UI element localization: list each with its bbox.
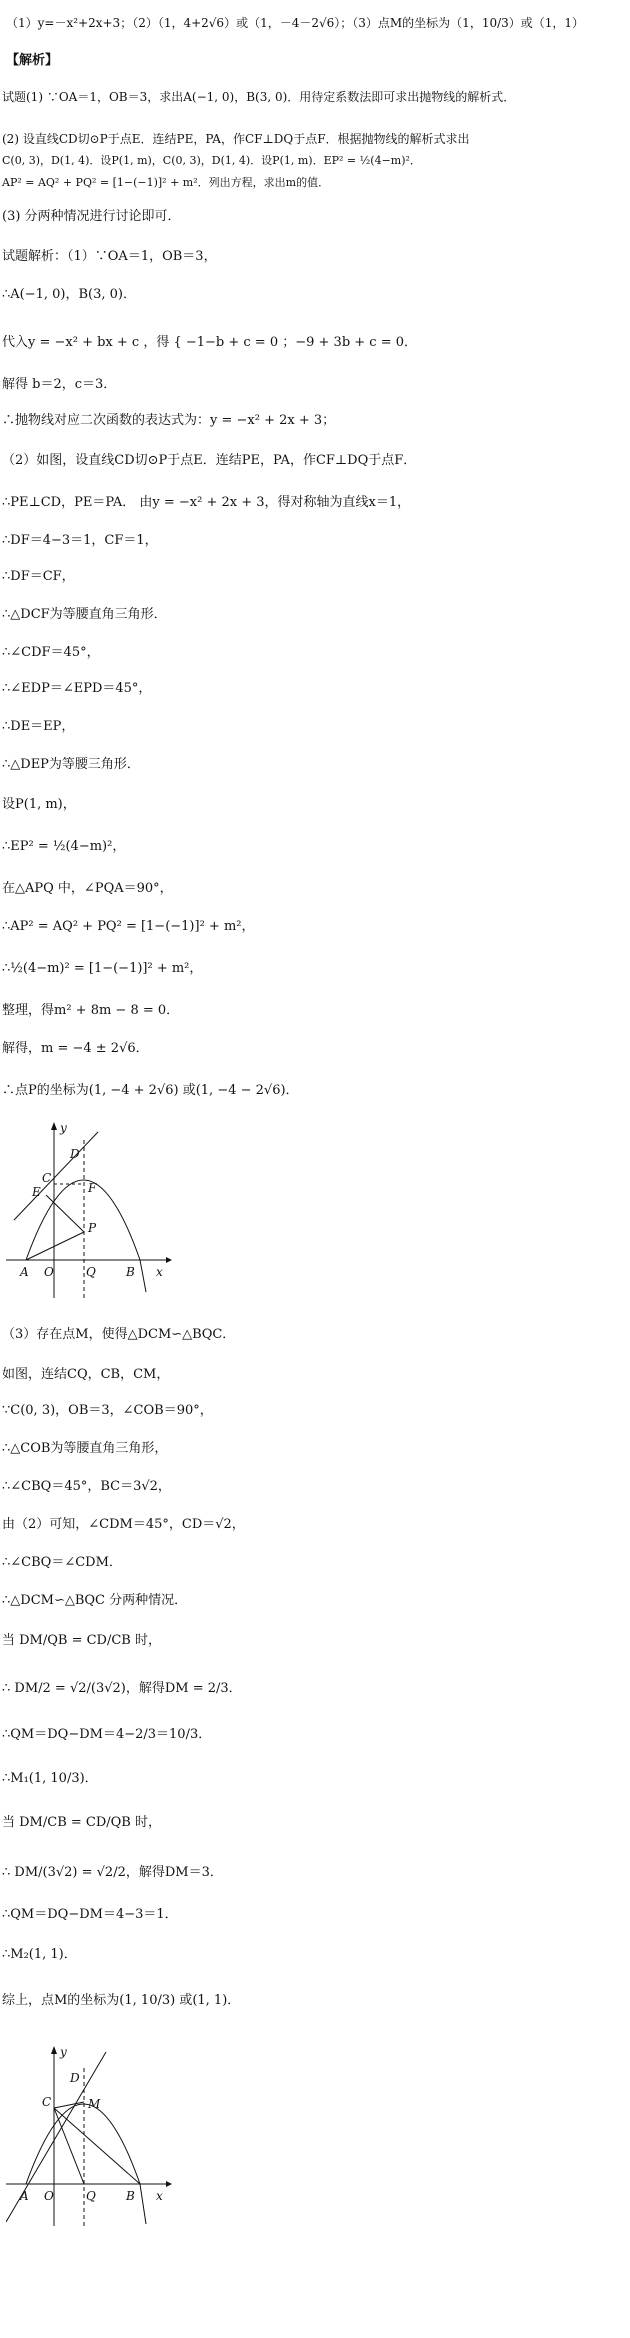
figure-label: A: [20, 1265, 29, 1279]
solution-line: 在△APQ 中，∠PQA＝90°，: [2, 881, 173, 896]
figure-label: Q: [86, 2189, 96, 2203]
solution-line: ∴EP² = ½(4−m)²，: [2, 839, 126, 854]
solution-line: ∴抛物线对应二次函数的表达式为：y = −x² + 2x + 3；: [2, 413, 336, 428]
figure-label: B: [126, 1265, 135, 1279]
solution-line: 解得 b＝2，c＝3．: [2, 377, 117, 392]
solution-line: ∴A(−1, 0)，B(3, 0)．: [2, 287, 137, 302]
figure-label: O: [44, 2189, 54, 2203]
figure-2: [6, 2044, 176, 2238]
solution-line: ∴ DM/(3√2) = √2/2，解得DM＝3．: [2, 1865, 223, 1880]
solution-line: ∴ DM/2 = √2/(3√2)，解得DM = 2/3．: [2, 1681, 242, 1696]
figure-label: P: [88, 1221, 97, 1235]
solution-line: ∴QM＝DQ−DM＝4−3＝1．: [2, 1907, 178, 1922]
solution-line: ∴PE⊥CD，PE＝PA． 由y = −x² + 2x + 3，得对称轴为直线x＝1，: [2, 495, 411, 510]
solution-line: ∴DE＝EP，: [2, 719, 75, 734]
solution-line: 当 DM/CB = CD/QB 时，: [2, 1815, 161, 1830]
solution-line: ∴DF＝4−3＝1，CF＝1，: [2, 533, 158, 548]
figure-label: x: [156, 1265, 163, 1279]
solution-line: ∴QM＝DQ−DM＝4−2/3＝10/3．: [2, 1727, 212, 1742]
solution-line: （3）存在点M，使得△DCM∽△BQC．: [2, 1327, 236, 1342]
solution-line: 由（2）可知，∠CDM＝45°，CD＝√2，: [2, 1517, 245, 1532]
figure-label: Q: [86, 1265, 96, 1279]
figure-label: y: [60, 1121, 67, 1135]
solution-line: 当 DM/QB = CD/CB 时，: [2, 1633, 161, 1648]
figure-label: y: [60, 2045, 67, 2059]
solution-line: ∴△DCF为等腰直角三角形．: [2, 607, 167, 622]
figure-label: D: [70, 2071, 80, 2085]
analysis-line: C(0, 3)，D(1, 4)．设P(1, m)，C(0, 3)，D(1, 4)．设P(1, m)．EP² = ½(4−m)²．: [2, 154, 421, 167]
solution-line: ∵C(0, 3)，OB＝3，∠COB＝90°，: [2, 1403, 213, 1418]
answer-summary: （1）y=－x²+2x+3；（2）（1，4+2√6）或（1，－4－2√6）；（3）点M的坐标为（1，10/3）或（1，1）: [6, 16, 585, 30]
solution-line: 试题解析：（1）∵OA＝1，OB＝3，: [2, 249, 217, 264]
solution-line: ∴△DEP为等腰三角形．: [2, 757, 140, 772]
solution-line: ∴½(4−m)² = [1−(−1)]² + m²，: [2, 961, 203, 976]
solution-line: ∴△DCM∽△BQC 分两种情况．: [2, 1593, 188, 1608]
figure-label: O: [44, 1265, 54, 1279]
solution-line: 设P(1, m)，: [2, 797, 76, 812]
solution-line: ∴∠CBQ＝45°，BC＝3√2，: [2, 1479, 171, 1494]
solution-line: ∴M₂(1, 1)．: [2, 1947, 77, 1962]
figure-label: A: [20, 2189, 29, 2203]
analysis-line: 试题(1) ∵OA＝1，OB＝3，求出A(−1, 0)，B(3, 0)．用待定系数法即可求出抛物线的解析式．: [2, 90, 516, 104]
solution-line: 解得，m = −4 ± 2√6．: [2, 1041, 149, 1056]
figure-label: x: [156, 2189, 163, 2203]
solution-line: ∴△COB为等腰直角三角形，: [2, 1441, 168, 1456]
analysis-line: (2) 设直线CD切⊙P于点E．连结PE，PA，作CF⊥DQ于点F．根据抛物线的解析式求出: [2, 132, 470, 146]
solution-line: ∴∠CBQ＝∠CDM．: [2, 1555, 122, 1570]
solution-line: ∴DF＝CF，: [2, 569, 75, 584]
figure-label: E: [32, 1185, 41, 1199]
figure-label: D: [70, 1147, 80, 1161]
figure-label: F: [88, 1181, 97, 1195]
solution-line: ∴∠EDP＝∠EPD＝45°，: [2, 681, 152, 696]
figure-label: C: [42, 1171, 52, 1185]
figure-label: C: [42, 2095, 52, 2109]
solution-line: ∴M₁(1, 10/3)．: [2, 1771, 98, 1786]
solution-line: ∴∠CDF＝45°，: [2, 645, 100, 660]
analysis-heading: 【解析】: [6, 53, 59, 68]
analysis-line: (3) 分两种情况进行讨论即可．: [2, 209, 181, 224]
figure-label: B: [126, 2189, 135, 2203]
analysis-line: AP² = AQ² + PQ² = [1−(−1)]² + m²．列出方程，求出m的值．: [2, 176, 330, 189]
solution-line: 代入y = −x² + bx + c ，得 { −1−b + c = 0 ；−9 + 3b + c = 0．: [2, 335, 418, 350]
solution-line: （2）如图，设直线CD切⊙P于点E．连结PE，PA，作CF⊥DQ于点F．: [2, 453, 417, 468]
solution-line: 综上，点M的坐标为(1, 10/3) 或(1, 1)．: [2, 1993, 241, 2008]
figure-1: [6, 1120, 176, 1309]
figure-label: M: [88, 2097, 101, 2111]
solution-line: ∴点P的坐标为(1, −4 + 2√6) 或(1, −4 − 2√6)．: [2, 1083, 299, 1098]
solution-line: 整理，得m² + 8m − 8 = 0．: [2, 1003, 180, 1018]
solution-line: ∴AP² = AQ² + PQ² = [1−(−1)]² + m²，: [2, 919, 255, 934]
solution-line: 如图，连结CQ，CB，CM，: [2, 1367, 170, 1382]
